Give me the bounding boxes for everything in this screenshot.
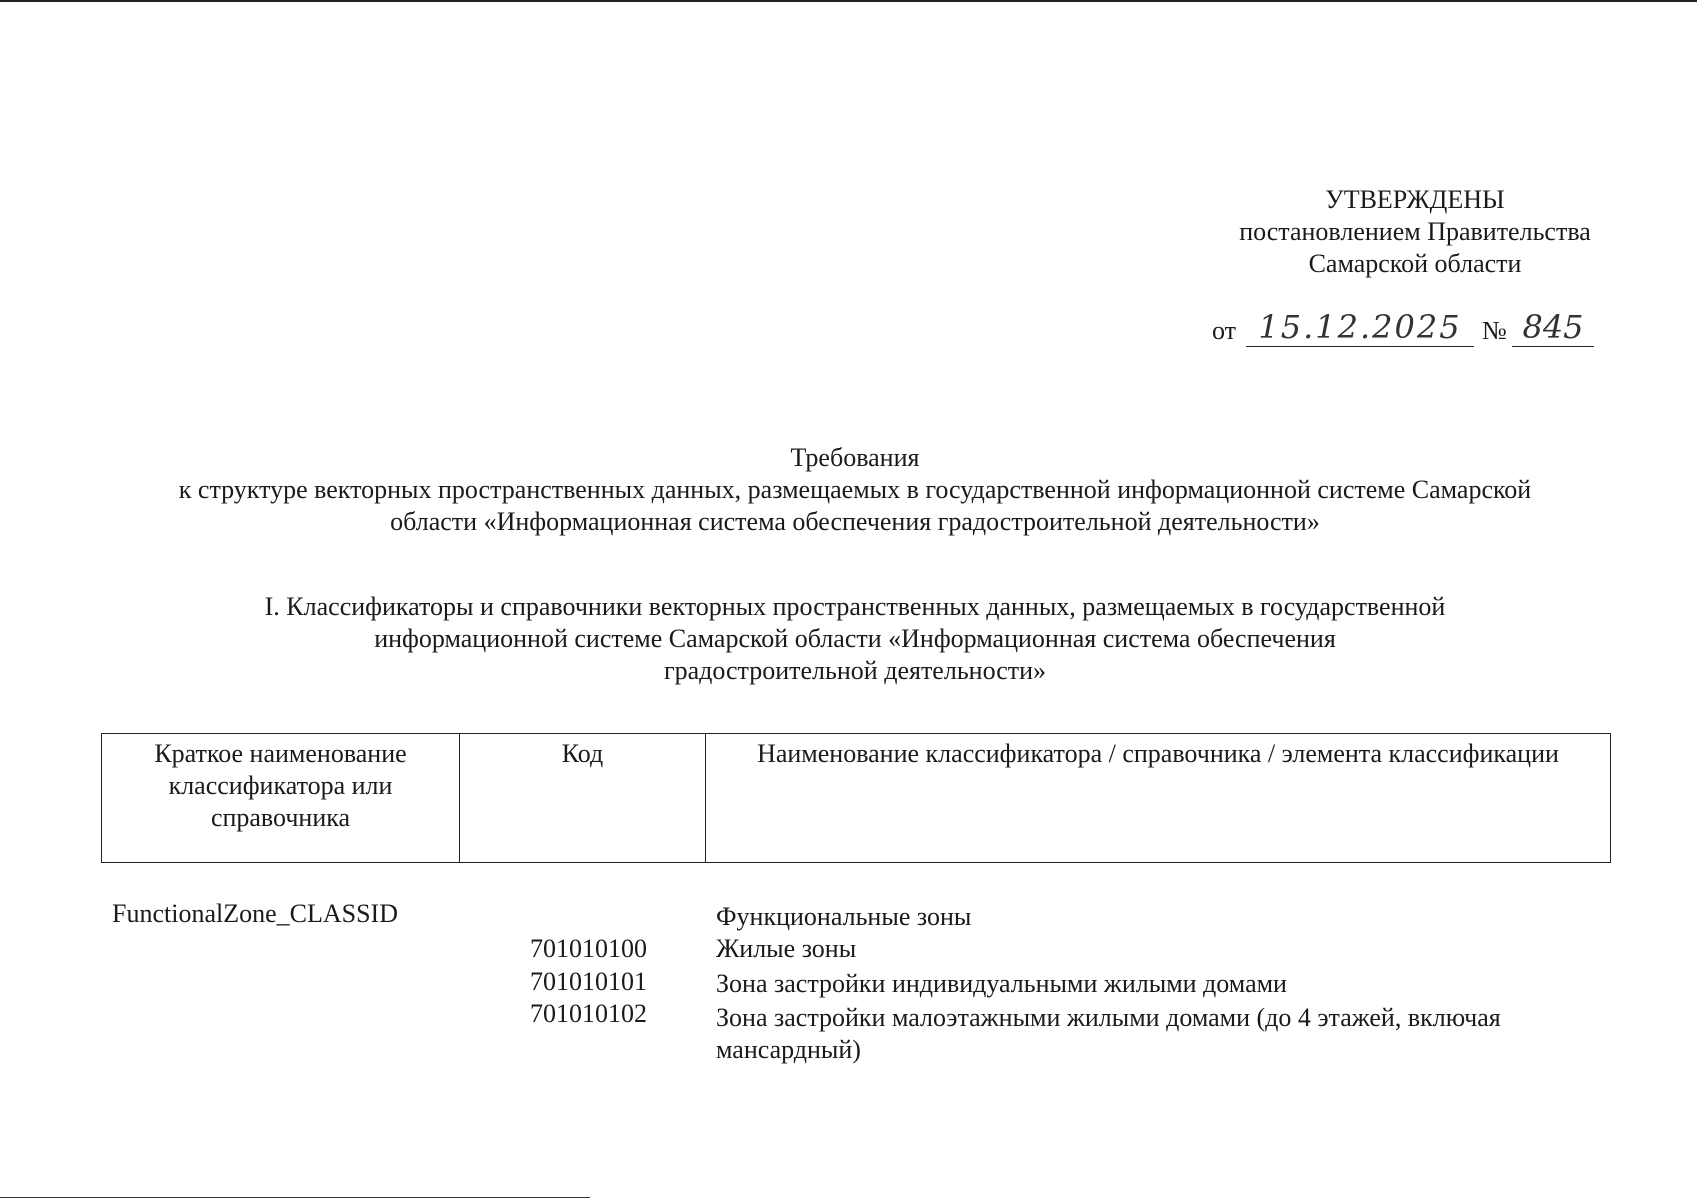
row-name: Зона застройки индивидуальными жилыми домами — [716, 969, 1287, 998]
approval-heading: УТВЕРЖДЕНЫ — [1325, 185, 1505, 214]
decree-date-handwritten: 15.12.2025 — [1246, 310, 1474, 347]
row-code: 701010102 — [530, 999, 647, 1028]
row-name: Функциональные зоны — [716, 902, 972, 931]
row-code: 701010100 — [530, 934, 647, 963]
header-full-name: Наименование классификатора / справочника / элемента классификации — [757, 739, 1559, 768]
title-line-2: к структуре векторных пространственных данных, размещаемых в государственной информационной системе Самарской — [178, 475, 1532, 504]
header-short-name: Краткое наименование классификатора или справочника — [102, 734, 460, 862]
approval-line-decree: постановлением Правительства — [1239, 217, 1591, 246]
page-top-edge — [0, 0, 1697, 2]
decree-number-handwritten: 845 — [1512, 310, 1594, 347]
row-short-name: FunctionalZone_CLASSID — [112, 899, 398, 928]
section-line-2: информационной системе Самарской области «Информационная система обеспечения — [374, 624, 1336, 653]
row-name: Зона застройки малоэтажными жилыми домами (до 4 этажей, включая мансардный) — [716, 1003, 1501, 1064]
approval-stamp — [1180, 184, 1650, 280]
section-line-3: градостроительной деятельности» — [663, 656, 1047, 685]
row-code: 701010101 — [530, 967, 647, 996]
section-line-1: I. Классификаторы и справочники векторных пространственных данных, размещаемых в государственной — [264, 592, 1446, 621]
table-header — [101, 733, 1611, 863]
title-line-1: Требования — [790, 443, 920, 472]
row-name: Жилые зоны — [716, 934, 857, 963]
header-code: Код — [460, 734, 706, 862]
section-heading — [120, 591, 1590, 687]
number-sign: № — [1482, 316, 1507, 345]
date-prefix: от — [1212, 316, 1237, 345]
footnote-line — [0, 1197, 590, 1198]
title-line-3: области «Информационная система обеспечения градостроительной деятельности» — [390, 507, 1320, 536]
document-title — [100, 442, 1610, 538]
approval-line-region: Самарской области — [1308, 249, 1522, 278]
